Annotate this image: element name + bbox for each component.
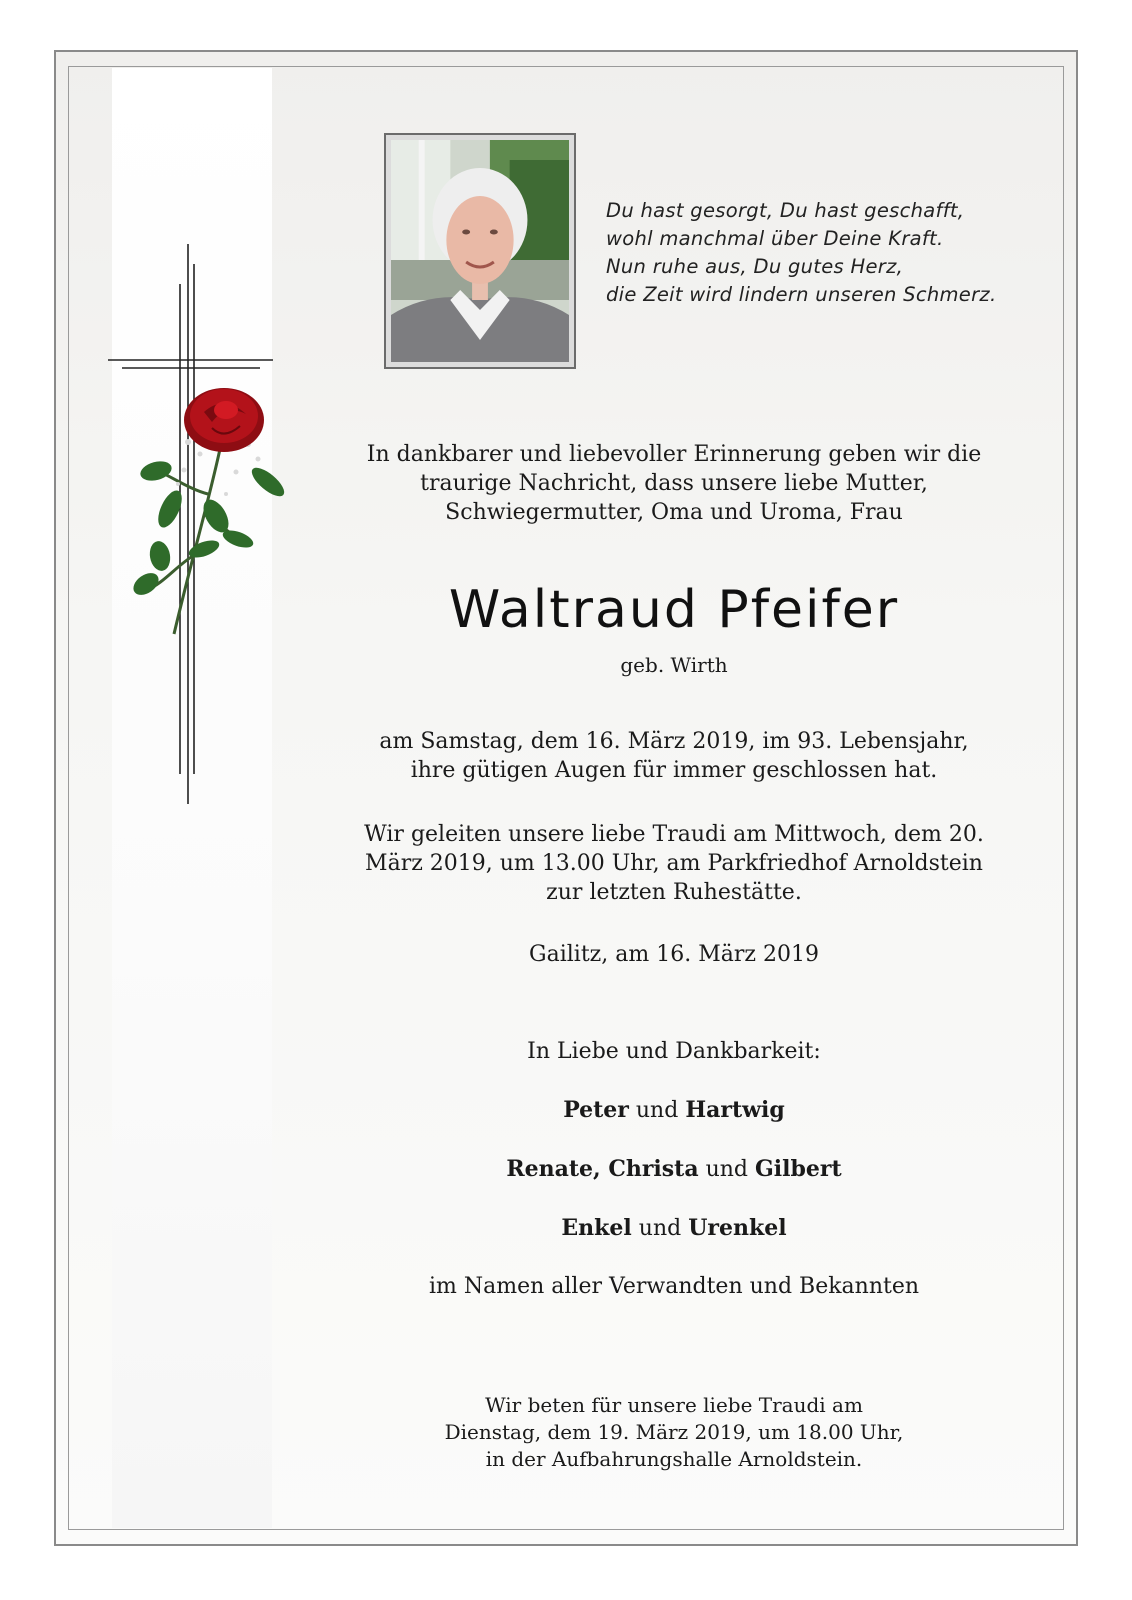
mourner-conjunction: und (635, 1098, 679, 1123)
prayer-notice (364, 1392, 984, 1473)
maiden-name: geb. Wirth (620, 653, 728, 677)
portrait-image-icon (391, 140, 569, 362)
funeral-line: zur letzten Ruhestätte. (546, 880, 802, 905)
mourner-name: Enkel (561, 1215, 632, 1241)
mourners-footer: im Namen aller Verwandten und Bekannten (428, 1274, 920, 1299)
death-notice (364, 727, 984, 785)
mourner-name: Gilbert (755, 1156, 842, 1182)
prayer-line: Dienstag, dem 19. März 2019, um 18.00 Uhr, (444, 1420, 904, 1444)
deceased-name: Waltraud Pfeifer (448, 580, 900, 640)
mourners-row (364, 1155, 984, 1184)
mourner-name: Hartwig (685, 1097, 785, 1123)
mourner-name: Renate, Christa (506, 1156, 699, 1182)
mourners-row (364, 1214, 984, 1243)
mourner-conjunction: und (705, 1157, 749, 1182)
place-date: Gailitz, am 16. März 2019 (529, 942, 819, 967)
death-line: am Samstag, dem 16. März 2019, im 93. Lebensjahr, (379, 729, 969, 754)
mourner-conjunction: und (638, 1216, 682, 1241)
funeral-line: März 2019, um 13.00 Uhr, am Parkfriedhof Arnoldstein (365, 851, 983, 876)
intro-line: traurige Nachricht, dass unsere liebe Mutter, (420, 471, 928, 496)
mourner-name: Urenkel (688, 1215, 787, 1241)
mourners-heading: In Liebe und Dankbarkeit: (527, 1039, 821, 1064)
cross-with-rose-icon (108, 244, 288, 824)
prayer-line: in der Aufbahrungshalle Arnoldstein. (485, 1447, 863, 1471)
poem-line: Du hast gesorgt, Du hast geschafft, (606, 199, 965, 222)
intro-line: Schwiegermutter, Oma und Uroma, Frau (445, 500, 903, 525)
mourner-name: Peter (563, 1097, 629, 1123)
portrait-photo (384, 133, 576, 369)
poem-line: Nun ruhe aus, Du gutes Herz, (606, 255, 904, 278)
death-line: ihre gütigen Augen für immer geschlossen hat. (410, 758, 938, 783)
prayer-line: Wir beten für unsere liebe Traudi am (485, 1393, 863, 1417)
poem-line: wohl manchmal über Deine Kraft. (606, 227, 944, 250)
mourners-row (364, 1096, 984, 1125)
intro-text (364, 440, 984, 527)
funeral-line: Wir geleiten unsere liebe Traudi am Mittwoch, dem 20. (364, 822, 984, 847)
memorial-poem (606, 197, 1046, 309)
intro-line: In dankbarer und liebevoller Erinnerung geben wir die (366, 442, 982, 467)
poem-line: die Zeit wird lindern unseren Schmerz. (606, 283, 997, 306)
funeral-notice (364, 820, 984, 907)
